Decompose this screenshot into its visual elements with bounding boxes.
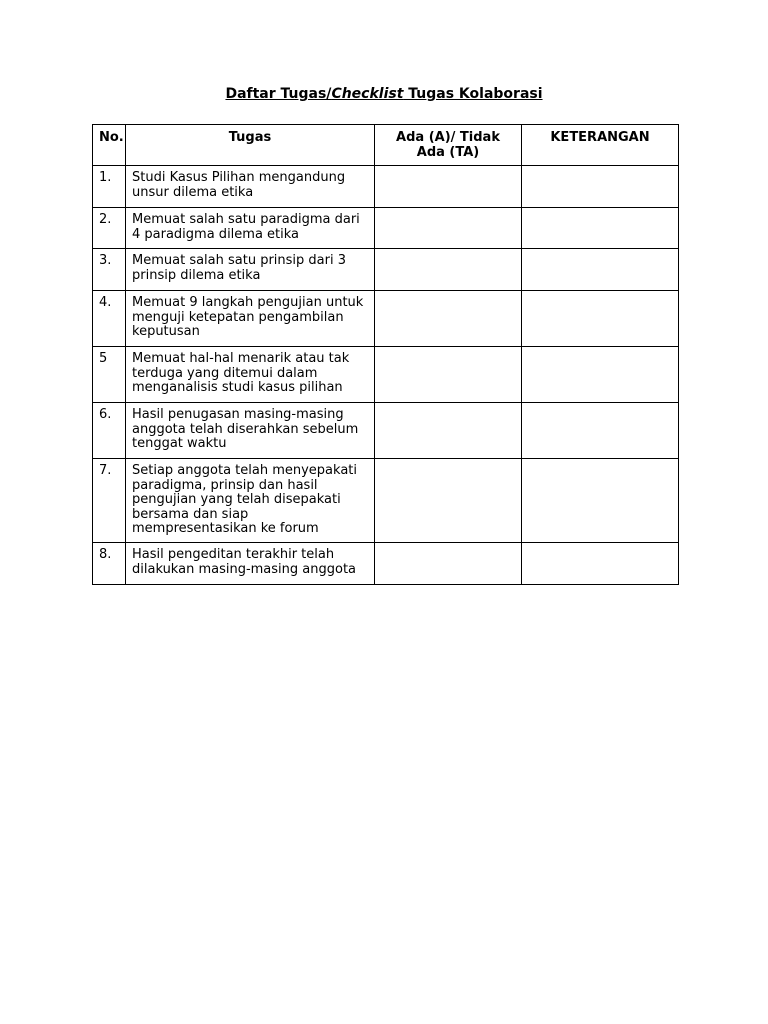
row-number: 6. <box>93 403 126 459</box>
header-tugas: Tugas <box>126 125 375 166</box>
table-row <box>93 459 679 543</box>
table-row <box>93 208 679 249</box>
row-task: Setiap anggota telah menyepakati paradigma, prinsip dan hasil pengujian yang telah disepakati bersama dan siap mempresentasikan ke forum <box>126 459 375 543</box>
row-keterangan-cell[interactable] <box>522 249 679 291</box>
header-ada: Ada (A)/ Tidak Ada (TA) <box>375 125 522 166</box>
header-keterangan: KETERANGAN <box>522 125 679 166</box>
row-number: 5 <box>93 347 126 403</box>
row-keterangan-cell[interactable] <box>522 403 679 459</box>
row-ada-cell[interactable] <box>375 208 522 249</box>
row-keterangan-cell[interactable] <box>522 347 679 403</box>
row-task: Memuat salah satu prinsip dari 3 prinsip dilema etika <box>126 249 375 291</box>
row-keterangan-cell[interactable] <box>522 459 679 543</box>
table-row <box>93 347 679 403</box>
row-number: 1. <box>93 166 126 208</box>
row-ada-cell[interactable] <box>375 403 522 459</box>
row-ada-cell[interactable] <box>375 459 522 543</box>
row-ada-cell[interactable] <box>375 543 522 585</box>
checklist-table <box>92 124 679 585</box>
row-ada-cell[interactable] <box>375 166 522 208</box>
title-part-2: Checklist <box>331 86 404 102</box>
row-task: Studi Kasus Pilihan mengandung unsur dilema etika <box>126 166 375 208</box>
title-part-3: Tugas Kolaborasi <box>403 86 543 102</box>
row-number: 3. <box>93 249 126 291</box>
row-number: 8. <box>93 543 126 585</box>
row-ada-cell[interactable] <box>375 249 522 291</box>
table-row <box>93 166 679 208</box>
table-row <box>93 403 679 459</box>
row-task: Memuat salah satu paradigma dari 4 paradigma dilema etika <box>126 208 375 249</box>
document-title <box>0 86 768 102</box>
table-row <box>93 291 679 347</box>
row-task: Memuat 9 langkah pengujian untuk menguji ketepatan pengambilan keputusan <box>126 291 375 347</box>
table-row <box>93 543 679 585</box>
row-number: 4. <box>93 291 126 347</box>
row-ada-cell[interactable] <box>375 347 522 403</box>
title-part-1: Daftar Tugas/ <box>225 86 332 102</box>
header-row <box>93 125 679 166</box>
row-keterangan-cell[interactable] <box>522 208 679 249</box>
row-keterangan-cell[interactable] <box>522 291 679 347</box>
table-row <box>93 249 679 291</box>
row-keterangan-cell[interactable] <box>522 543 679 585</box>
row-task: Hasil pengeditan terakhir telah dilakukan masing-masing anggota <box>126 543 375 585</box>
row-number: 2. <box>93 208 126 249</box>
row-task: Memuat hal-hal menarik atau tak terduga yang ditemui dalam menganalisis studi kasus pilihan <box>126 347 375 403</box>
row-number: 7. <box>93 459 126 543</box>
row-keterangan-cell[interactable] <box>522 166 679 208</box>
header-no: No. <box>93 125 126 166</box>
row-ada-cell[interactable] <box>375 291 522 347</box>
row-task: Hasil penugasan masing-masing anggota telah diserahkan sebelum tenggat waktu <box>126 403 375 459</box>
